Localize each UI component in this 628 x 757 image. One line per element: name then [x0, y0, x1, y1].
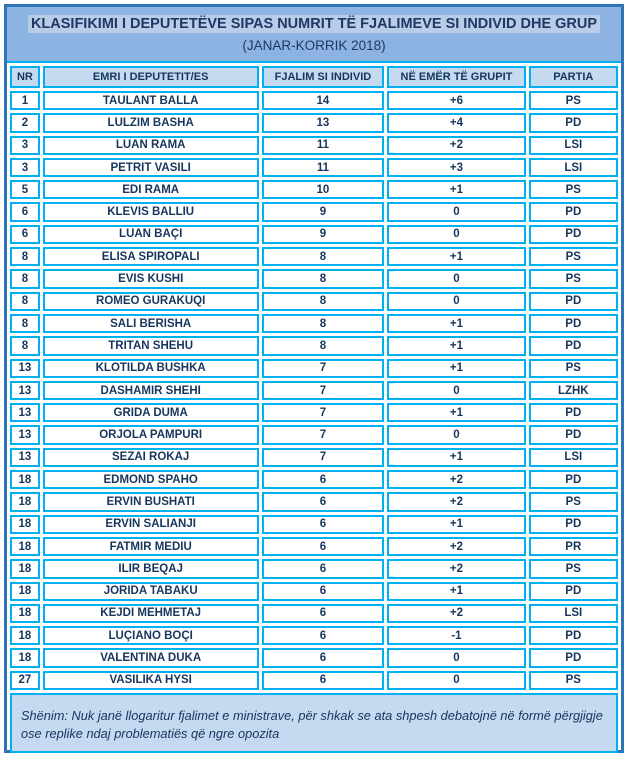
rank-cell: 18 — [10, 537, 40, 556]
individual-speeches-cell: 6 — [262, 470, 385, 489]
table-row — [10, 158, 618, 177]
rank-cell: 18 — [10, 582, 40, 601]
rank-cell: 8 — [10, 292, 40, 311]
individual-speeches-cell: 8 — [262, 314, 385, 333]
table-row — [10, 336, 618, 355]
group-speeches-cell: 0 — [387, 648, 525, 667]
party-cell: PS — [529, 559, 618, 578]
rank-cell: 18 — [10, 626, 40, 645]
table-row — [10, 202, 618, 221]
rank-cell: 13 — [10, 403, 40, 422]
rank-cell: 5 — [10, 180, 40, 199]
individual-speeches-cell: 11 — [262, 136, 385, 155]
individual-speeches-cell: 6 — [262, 626, 385, 645]
individual-speeches-cell: 8 — [262, 336, 385, 355]
table-row — [10, 314, 618, 333]
rank-cell: 8 — [10, 247, 40, 266]
individual-speeches-cell: 11 — [262, 158, 385, 177]
group-speeches-cell: +1 — [387, 582, 525, 601]
deputy-name-cell: EDMOND SPAHO — [43, 470, 259, 489]
rank-cell: 2 — [10, 113, 40, 132]
individual-speeches-cell: 7 — [262, 359, 385, 378]
table-row — [10, 359, 618, 378]
deputy-name-cell: SALI BERISHA — [43, 314, 259, 333]
group-speeches-cell: 0 — [387, 269, 525, 288]
individual-speeches-cell: 9 — [262, 225, 385, 244]
deputy-name-cell: EDI RAMA — [43, 180, 259, 199]
party-cell: PD — [529, 113, 618, 132]
group-speeches-cell: +6 — [387, 91, 525, 110]
party-cell: PD — [529, 626, 618, 645]
group-speeches-cell: -1 — [387, 626, 525, 645]
column-header-nr: NR — [10, 66, 40, 88]
party-cell: PS — [529, 359, 618, 378]
table-row — [10, 91, 618, 110]
rank-cell: 8 — [10, 269, 40, 288]
table-row — [10, 269, 618, 288]
deputy-name-cell: VASILIKA HYSI — [43, 671, 259, 690]
footnote-box — [10, 693, 618, 753]
deputy-name-cell: LUÇIANO BOÇI — [43, 626, 259, 645]
individual-speeches-cell: 8 — [262, 269, 385, 288]
group-speeches-cell: +2 — [387, 470, 525, 489]
title-banner — [7, 7, 621, 63]
table-row — [10, 604, 618, 623]
table-row — [10, 582, 618, 601]
individual-speeches-cell: 6 — [262, 515, 385, 534]
rank-cell: 1 — [10, 91, 40, 110]
individual-speeches-cell: 8 — [262, 292, 385, 311]
table-row — [10, 448, 618, 467]
deputy-name-cell: VALENTINA DUKA — [43, 648, 259, 667]
column-header-deputy-name: EMRI I DEPUTETIT/ES — [43, 66, 259, 88]
individual-speeches-cell: 6 — [262, 559, 385, 578]
party-cell: LSI — [529, 604, 618, 623]
individual-speeches-cell: 9 — [262, 202, 385, 221]
table-row — [10, 113, 618, 132]
deputy-name-cell: KEJDI MEHMETAJ — [43, 604, 259, 623]
party-cell: PS — [529, 269, 618, 288]
party-cell: PD — [529, 336, 618, 355]
individual-speeches-cell: 13 — [262, 113, 385, 132]
group-speeches-cell: +1 — [387, 314, 525, 333]
party-cell: PD — [529, 314, 618, 333]
group-speeches-cell: +1 — [387, 403, 525, 422]
deputy-name-cell: SEZAI ROKAJ — [43, 448, 259, 467]
individual-speeches-cell: 6 — [262, 537, 385, 556]
table-row — [10, 247, 618, 266]
party-cell: PS — [529, 180, 618, 199]
party-cell: PD — [529, 515, 618, 534]
rank-cell: 8 — [10, 336, 40, 355]
individual-speeches-cell: 6 — [262, 492, 385, 511]
individual-speeches-cell: 14 — [262, 91, 385, 110]
table-row — [10, 671, 618, 690]
table-row — [10, 626, 618, 645]
party-cell: PD — [529, 403, 618, 422]
party-cell: PD — [529, 648, 618, 667]
deputy-name-cell: PETRIT VASILI — [43, 158, 259, 177]
table-row — [10, 292, 618, 311]
individual-speeches-cell: 7 — [262, 425, 385, 444]
individual-speeches-cell: 7 — [262, 448, 385, 467]
deputies-table — [7, 63, 621, 693]
rank-cell: 3 — [10, 136, 40, 155]
group-speeches-cell: 0 — [387, 292, 525, 311]
group-speeches-cell: 0 — [387, 202, 525, 221]
page-title-text: KLASIFIKIMI I DEPUTETËVE SIPAS NUMRIT TË FJALIMEVE SI INDIVID DHE GRUP — [28, 15, 600, 33]
individual-speeches-cell: 6 — [262, 582, 385, 601]
page-title — [11, 14, 617, 34]
column-header-group-speeches: NË EMËR TË GRUPIT — [387, 66, 525, 88]
deputy-name-cell: KLOTILDA BUSHKA — [43, 359, 259, 378]
table-row — [10, 225, 618, 244]
rank-cell: 18 — [10, 470, 40, 489]
deputy-name-cell: JORIDA TABAKU — [43, 582, 259, 601]
rank-cell: 18 — [10, 492, 40, 511]
party-cell: PD — [529, 292, 618, 311]
rank-cell: 27 — [10, 671, 40, 690]
deputy-name-cell: ERVIN BUSHATI — [43, 492, 259, 511]
rank-cell: 6 — [10, 225, 40, 244]
party-cell: LSI — [529, 448, 618, 467]
party-cell: PD — [529, 470, 618, 489]
party-cell: PS — [529, 91, 618, 110]
group-speeches-cell: 0 — [387, 225, 525, 244]
group-speeches-cell: +2 — [387, 604, 525, 623]
group-speeches-cell: +2 — [387, 537, 525, 556]
rank-cell: 13 — [10, 359, 40, 378]
party-cell: PS — [529, 671, 618, 690]
rank-cell: 8 — [10, 314, 40, 333]
table-row — [10, 425, 618, 444]
deputy-name-cell: LULZIM BASHA — [43, 113, 259, 132]
group-speeches-cell: 0 — [387, 671, 525, 690]
party-cell: PS — [529, 247, 618, 266]
rank-cell: 13 — [10, 381, 40, 400]
footnote-text: Shënim: Nuk janë llogaritur fjalimet e ministrave, për shkak se ata shpesh debatojnë në formë përgjigje ose replike ndaj problematiës që ngre opozita — [21, 708, 603, 742]
individual-speeches-cell: 6 — [262, 648, 385, 667]
column-header-party: PARTIA — [529, 66, 618, 88]
party-cell: PD — [529, 202, 618, 221]
table-row — [10, 648, 618, 667]
table-row — [10, 537, 618, 556]
individual-speeches-cell: 6 — [262, 604, 385, 623]
party-cell: PD — [529, 582, 618, 601]
deputy-name-cell: KLEVIS BALLIU — [43, 202, 259, 221]
party-cell: LSI — [529, 158, 618, 177]
rank-cell: 13 — [10, 425, 40, 444]
individual-speeches-cell: 6 — [262, 671, 385, 690]
table-header-row — [10, 66, 618, 88]
deputy-name-cell: DASHAMIR SHEHI — [43, 381, 259, 400]
group-speeches-cell: +1 — [387, 180, 525, 199]
rank-cell: 18 — [10, 604, 40, 623]
group-speeches-cell: 0 — [387, 425, 525, 444]
party-cell: PD — [529, 225, 618, 244]
deputy-name-cell: ELISA SPIROPALI — [43, 247, 259, 266]
group-speeches-cell: +4 — [387, 113, 525, 132]
deputy-name-cell: ORJOLA PAMPURI — [43, 425, 259, 444]
party-cell: PR — [529, 537, 618, 556]
rank-cell: 18 — [10, 559, 40, 578]
party-cell: PS — [529, 492, 618, 511]
column-header-individual-speeches: FJALIM SI INDIVID — [262, 66, 385, 88]
group-speeches-cell: +1 — [387, 515, 525, 534]
table-row — [10, 381, 618, 400]
table-row — [10, 470, 618, 489]
deputy-name-cell: ERVIN SALIANJI — [43, 515, 259, 534]
group-speeches-cell: +2 — [387, 492, 525, 511]
report-frame — [4, 4, 624, 753]
page-subtitle: (JANAR-KORRIK 2018) — [242, 38, 386, 53]
group-speeches-cell: +1 — [387, 336, 525, 355]
rank-cell: 18 — [10, 515, 40, 534]
group-speeches-cell: +3 — [387, 158, 525, 177]
deputy-name-cell: LUAN RAMA — [43, 136, 259, 155]
deputy-name-cell: FATMIR MEDIU — [43, 537, 259, 556]
deputy-name-cell: TAULANT BALLA — [43, 91, 259, 110]
group-speeches-cell: +1 — [387, 448, 525, 467]
rank-cell: 3 — [10, 158, 40, 177]
individual-speeches-cell: 8 — [262, 247, 385, 266]
individual-speeches-cell: 10 — [262, 180, 385, 199]
group-speeches-cell: +2 — [387, 559, 525, 578]
party-cell: PD — [529, 425, 618, 444]
group-speeches-cell: +1 — [387, 359, 525, 378]
rank-cell: 13 — [10, 448, 40, 467]
table-row — [10, 136, 618, 155]
deputy-name-cell: EVIS KUSHI — [43, 269, 259, 288]
group-speeches-cell: +2 — [387, 136, 525, 155]
table-row — [10, 180, 618, 199]
table-body — [10, 91, 618, 690]
deputy-name-cell: ROMEO GURAKUQI — [43, 292, 259, 311]
deputy-name-cell: GRIDA DUMA — [43, 403, 259, 422]
group-speeches-cell: 0 — [387, 381, 525, 400]
table-row — [10, 403, 618, 422]
party-cell: LZHK — [529, 381, 618, 400]
individual-speeches-cell: 7 — [262, 403, 385, 422]
rank-cell: 6 — [10, 202, 40, 221]
group-speeches-cell: +1 — [387, 247, 525, 266]
rank-cell: 18 — [10, 648, 40, 667]
deputy-name-cell: ILIR BEQAJ — [43, 559, 259, 578]
deputy-name-cell: TRITAN SHEHU — [43, 336, 259, 355]
table-row — [10, 492, 618, 511]
table-row — [10, 515, 618, 534]
deputy-name-cell: LUAN BAÇI — [43, 225, 259, 244]
individual-speeches-cell: 7 — [262, 381, 385, 400]
table-row — [10, 559, 618, 578]
party-cell: LSI — [529, 136, 618, 155]
